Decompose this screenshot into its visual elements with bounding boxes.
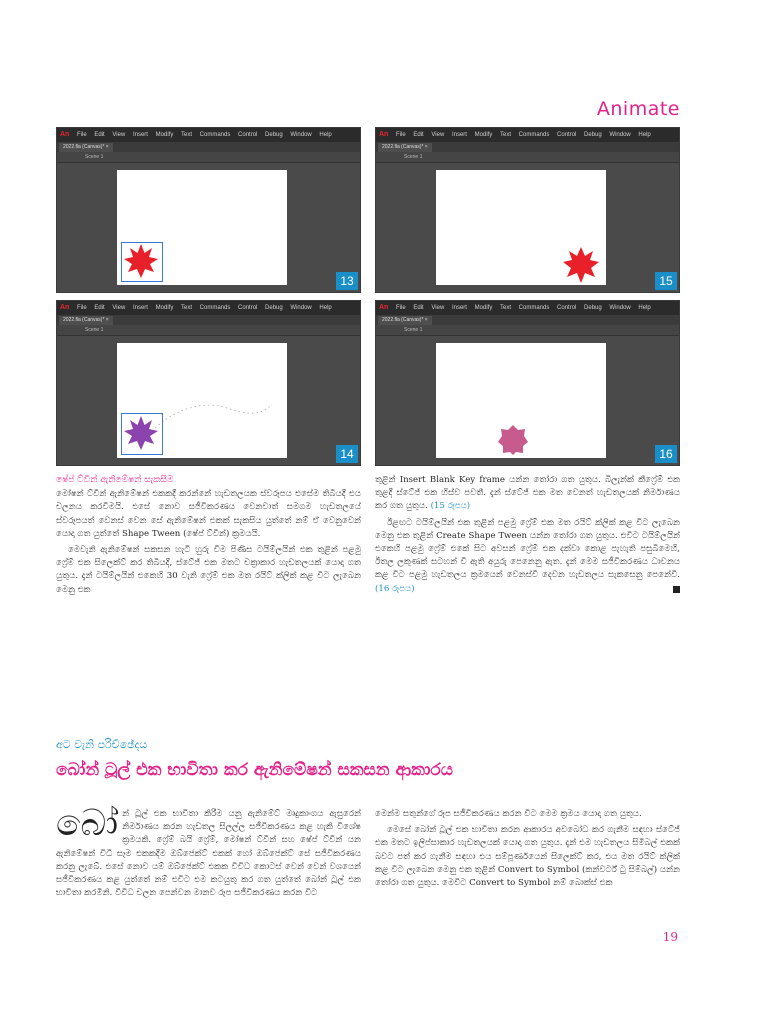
app-menubar [376, 301, 679, 315]
document-tabbar [57, 142, 360, 152]
animate-logo: An [379, 131, 389, 138]
left-text-column [56, 474, 361, 600]
scene-label: Scene 1 [85, 154, 104, 160]
page-number: 19 [662, 930, 678, 944]
end-mark [673, 586, 680, 593]
app-menubar [57, 301, 360, 315]
scene-bar [57, 152, 360, 163]
red-star-shape [562, 246, 600, 284]
menu-control: Control [557, 305, 577, 311]
figure-13 [56, 127, 361, 293]
figure-number: 16 [655, 445, 677, 463]
menu-help: Help [638, 305, 651, 311]
menu-help: Help [319, 305, 332, 311]
figure-number: 14 [336, 445, 358, 463]
scene-label: Scene 1 [404, 154, 423, 160]
document-tab: 2022.fla (Canvas)* × [59, 143, 113, 152]
paragraph-text: ඊළඟට ටයිම්ලයින් එක තුළින් පළමු ෆ්‍රේම් එක මත රයිට් ක්ලික් කළ විට ලැබෙන මෙනු එක තුළින් Create Shape Tween යන්න තෝරා ගත යුතුය. එවිට ටයිම්ලයින් එකෙහි පළමු ෆ්‍රේම් එකේ සිට අවසන් ෆ්‍රේම් එක දක්වා කොළ පැහැති පසුබිමෙහි, ඊතල ලකුණක් සටහන් වී ඇති අයුරු පෙනෙනු ඇත. දැන් මෙම සජීවිකරණය ධාවනය කළ විට පළමු හැඩතලය ක්‍රමයෙන් වෙනස්වී දෙවන හැඩතලය සැකසෙනු පෙනේවි. [375, 517, 680, 581]
document-tab: 2022.fla (Canvas)* × [378, 143, 432, 152]
document-tabbar [57, 315, 360, 325]
scene-bar [57, 325, 360, 336]
menu-control: Control [238, 132, 258, 138]
menu-file: File [77, 305, 87, 311]
page-header-title: Animate [596, 98, 680, 120]
menu-debug: Debug [265, 305, 283, 311]
document-tabbar [376, 315, 679, 325]
animate-logo: An [379, 304, 389, 311]
drop-cap: බෝ [56, 803, 119, 844]
menu-text: Text [180, 305, 192, 311]
chapter-title: බෝන් ටූල් එක භාවිතා කර ඇනිමේෂන් සකසන ආකාරය [56, 760, 454, 780]
figure-reference: (16 රූපය) [375, 583, 415, 594]
menu-insert: Insert [451, 305, 467, 311]
menu-commands: Commands [518, 305, 550, 311]
menu-text: Text [499, 132, 511, 138]
figure-14 [56, 300, 361, 466]
menu-window: Window [609, 132, 631, 138]
menu-insert: Insert [132, 305, 148, 311]
menu-modify: Modify [155, 305, 174, 311]
paragraph: මෙවැනි ඇනිමේෂන් සකසන හැටි හුරු වීම පිණිස ටයිම්ලයින් එක තුළින් පළමු ෆ්‍රේම් එක සිලෙක්ට් කර තිබියදී, ස්ටේජ් එක මතට චක්‍රාකාර හැඩතලයක් යොදා ගත යුතුය. දැන් ටයිම්ලයින් එකෙහි 30 වැනි ෆ්‍රේම් එක මත රයිට් ක්ලික් කළ විට ලැබෙන මෙනු එක [56, 545, 361, 595]
menu-file: File [396, 305, 406, 311]
menu-debug: Debug [584, 305, 602, 311]
purple-star-shape [123, 415, 159, 451]
document-tab: 2022.fla (Canvas)* × [378, 316, 432, 325]
figure-number: 13 [336, 272, 358, 290]
scene-label: Scene 1 [85, 327, 104, 333]
animate-logo: An [60, 304, 70, 311]
menu-edit: Edit [413, 132, 424, 138]
menu-debug: Debug [584, 132, 602, 138]
menu-insert: Insert [451, 132, 467, 138]
scene-bar [376, 152, 679, 163]
section-subheading: ෂේප් ට්වීන් ඇනිමේෂන් සැකසීම [56, 475, 174, 485]
menu-control: Control [557, 132, 577, 138]
menu-control: Control [238, 305, 258, 311]
menu-window: Window [290, 132, 312, 138]
red-star-shape [123, 243, 159, 279]
menu-commands: Commands [199, 132, 231, 138]
app-menubar [57, 128, 360, 142]
pink-morph-shape [496, 423, 530, 457]
menu-edit: Edit [94, 132, 105, 138]
paragraph: මෙන්ම සතුන්ගේ රූප සජීවිකරණය කරන විට මෙම ක්‍රමය යොදා ගත යුතුය. [375, 809, 642, 819]
paragraph-text: තුළින් Insert Blank Key frame යන්න තෝරා ගත යුතුය. බිලැන්ක් කීෆ්‍රේම් එක තුළදී ස්ටේජ් එක හිස්ව පවතී. දැන් ස්ටේජ් එක මත වෙනත් හැඩතලයක් නිර්මාණය කර ගත යුතුය. [375, 475, 680, 512]
menu-edit: Edit [413, 305, 424, 311]
right-text-column [375, 474, 680, 599]
figure-15 [375, 127, 680, 293]
bottom-right-text-column [375, 808, 680, 893]
scene-label: Scene 1 [404, 327, 423, 333]
menu-modify: Modify [155, 132, 174, 138]
menu-commands: Commands [518, 132, 550, 138]
document-tabbar [376, 142, 679, 152]
app-menubar [376, 128, 679, 142]
menu-view: View [112, 305, 126, 311]
menu-view: View [431, 305, 445, 311]
chapter-label: අට වැනි පරිච්ඡේදය [56, 738, 148, 751]
paragraph [375, 517, 680, 596]
document-tab: 2022.fla (Canvas)* × [59, 316, 113, 325]
menu-insert: Insert [132, 132, 148, 138]
menu-modify: Modify [474, 132, 493, 138]
menu-view: View [112, 132, 126, 138]
menu-modify: Modify [474, 305, 493, 311]
figure-reference: (15 රූපය) [430, 501, 471, 512]
menu-file: File [77, 132, 87, 138]
paragraph: න් ටූල් එක භාවිතා කිරීම යනු ඇනිමේට් මෘදුකාංගය ඇසුරෙන් නිර්මාණය කරන හැඩතල සිලල්ල සජීවිකරණය කළ හැකි විශේෂ ක්‍රමයකි. ෆ්‍රේම් බයි ෆ්‍රේම්, මෝෂන් ට්වීන් සහ ෂේප් ට්වීන් යන ඇනිමේෂන් විධි සෑම එකකදීම ඔබ්ජෙක්ට් එකක් හෝ ඔබ්ජෙක්ට් සේ සජීවිකරණය කරනු ලැබේ. එසේ නොව යම් ඔබ්ජෙක්ට් එකක විවිධ කොටස් වෙන් වෙන් වශයෙන් සජීවිකරණය කළ යුත්තේ නම් එවිට එම කටයුතු කර ගත යුත්තේ බෝන් ටූල් එක භාවිතා කරමිනි. විවිධ චලන පෙන්වන මානව රූප සජීවිකරණය කරන විට [56, 809, 361, 899]
animate-logo: An [60, 131, 70, 138]
scene-bar [376, 325, 679, 336]
motion-path [147, 396, 277, 436]
menu-file: File [396, 132, 406, 138]
menu-view: View [431, 132, 445, 138]
menu-debug: Debug [265, 132, 283, 138]
menu-help: Help [319, 132, 332, 138]
paragraph: මෝෂන් ට්වීන් ඇනිමේෂන් එකකදී කරන්නේ හැඩතලයක ස්වරූපය එසේම තිබියදී එය චලනය කරවීමයි. එසේ නොව සජීවිකරණය වෙනවාත් සමගම හැඩතලයේ ස්වරූපයත් වෙනස් වෙන සේ ඇනිමේෂන් එකක් සැකසිය යුත්තේ නම් ඒ වෙනුවෙන් යොදා ගත යුත්තේ Shape Tween (ෂේප් ට්වීන්) ක්‍රමයයි. [56, 489, 361, 539]
bottom-left-text-column [56, 803, 361, 903]
menu-help: Help [638, 132, 651, 138]
figure-16 [375, 300, 680, 466]
menu-edit: Edit [94, 305, 105, 311]
paragraph [375, 474, 680, 514]
menu-text: Text [180, 132, 192, 138]
paragraph: මෙසේ බෝන් ටූල් එක භාවිතා කරන ආකාරය අවබෝධ කර ගැනීම සඳහා ස්ටේජ් එක මතට ඉලිප්සාකාර හැඩතලයක් යොදා ගත යුතුය. දැන් එම හැඩතලය සිමිබල් එකක් බවට පත් කර ගැනීම සඳහා එය සම්පූර්ණයෙන් සිලෙක්ට් කර, එය මත රයිට් ක්ලික් කළ විට ලැබෙන මෙනු එක තුළින් Convert to Symbol (කන්වර්ට් ටු සිම්බල්) යන්න තෝරා ගත යුතුය. මෙවිට Convert to Symbol නම් බොක්ස් එක [375, 825, 680, 889]
figure-number: 15 [655, 272, 677, 290]
menu-commands: Commands [199, 305, 231, 311]
menu-text: Text [499, 305, 511, 311]
menu-window: Window [290, 305, 312, 311]
menu-window: Window [609, 305, 631, 311]
